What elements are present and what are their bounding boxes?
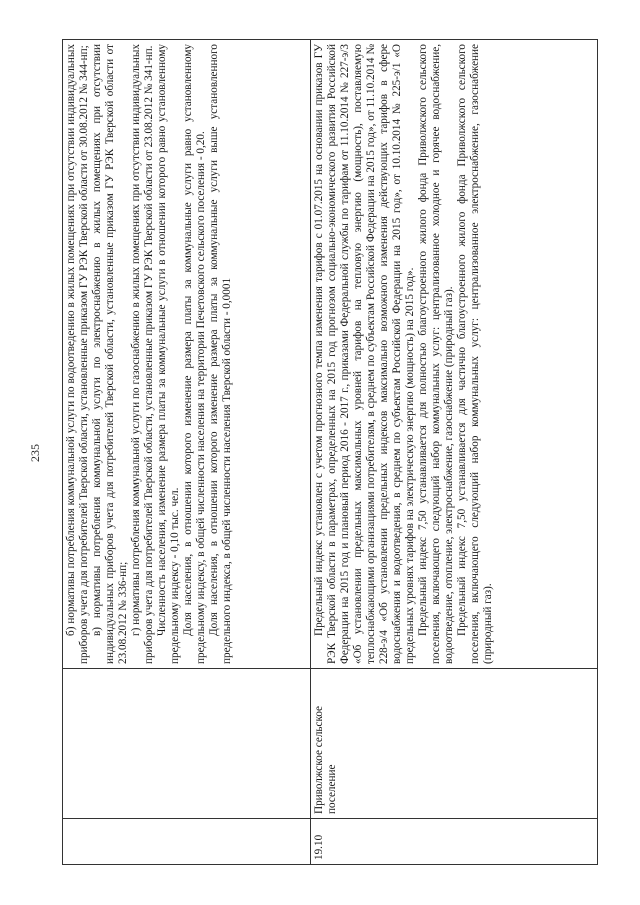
paragraph: Предельный индекс 7,50 устанавливается для частично благоустроенного жилого фонда Приволжского сельского поселения, включающего следующий набор коммунальных услуг: централизованное электроснабжение, газоснабжение (природный газ). [455,44,494,664]
page-number: 235 [28,444,42,462]
municipality-cell: Приволжское сельское поселение [311,669,598,819]
paragraph: в) нормативы потребления коммунальной услуги по электроснабжению в жилых помещениях при отсутствии индивидуальных приборов учета для потребителей Тверской области, установленные приказом ГУ РЭК Тверской области от 23.08.2012 № 336-нп; [90,44,129,664]
description-cell [63,40,311,669]
row-number-cell [63,819,311,865]
municipality-cell [63,669,311,819]
paragraph: Предельный индекс 7,50 устанавливается для полностью благоустроенного жилого фонда Приволжского сельского поселения, включающего следующий набор коммунальных услуг: централизованное холодное и горячее водоснабжение, водоотведение, отопление, электроснабжение, газоснабжение (природный газ). [416,44,455,664]
paragraph: Численность населения, изменение размера платы за коммунальные услуги в отношении которого равно установленному предельному индексу - 0,10 тыс. чел. [155,44,181,664]
row-number-cell: 19.10 [311,819,598,865]
table-row [311,40,598,865]
rotated-table-page [62,40,597,865]
paragraph: Предельный индекс установлен с учетом прогнозного темпа изменения тарифов с 01.07.2015 на основании приказов ГУ РЭК Тверской области в параметрах, определенных на 2015 год прогнозом социально-экономического развития Российской Федерации на 2015 год и плановый период 2016 - 2017 г., приказами Федеральной службы по тарифам от 11.10.2014 № 227-э/3 «Об установлении предельных максимальных уровней тарифов на тепловую энергию (мощность), поставляемую теплоснабжающими организациями потребителям, в среднем по субъектам Российской Федерации на 2015 год», от 11.10.2014 № 228-э/4 «Об установлении предельных индексов максимально возможного изменения действующих тарифов в сфере водоснабжения и водоотведения, в среднем по субъектам Российской Федерации на 2015 год», от 10.10.2014 № 225-э/1 «О предельных уровнях тарифов на электрическую энергию (мощность) на 2015 год». [313,44,416,664]
paragraph: Доля населения, в отношении которого изменение размера платы за коммунальные услуги равно установленному предельному индексу, в общей численности населения на территории Печетовского сельского поселения - 0,20. [181,44,207,664]
paragraph: б) нормативы потребления коммунальной услуги по водоотведению в жилых помещениях при отсутствии индивидуальных приборов учета для потребителей Тверской области, установленные приказом ГУ РЭК Тверской области от 30.08.2012 № 344-нп; [65,44,90,664]
paragraph: г) нормативы потребления коммунальной услуги по газоснабжению в жилых помещениях при отсутствии индивидуальных приборов учета для потребителей Тверской области, установленные приказом ГУ РЭК Тверской области от 23.08.2012 № 341-нп. [129,44,155,664]
table-row [63,40,311,865]
paragraph: Доля населения, в отношении которого изменение размера платы за коммунальные услуги выше установленного предельного индекса, в общей численности населения Тверской области - 0,0001 [207,44,233,664]
index-table [62,39,598,865]
description-cell [311,40,598,669]
